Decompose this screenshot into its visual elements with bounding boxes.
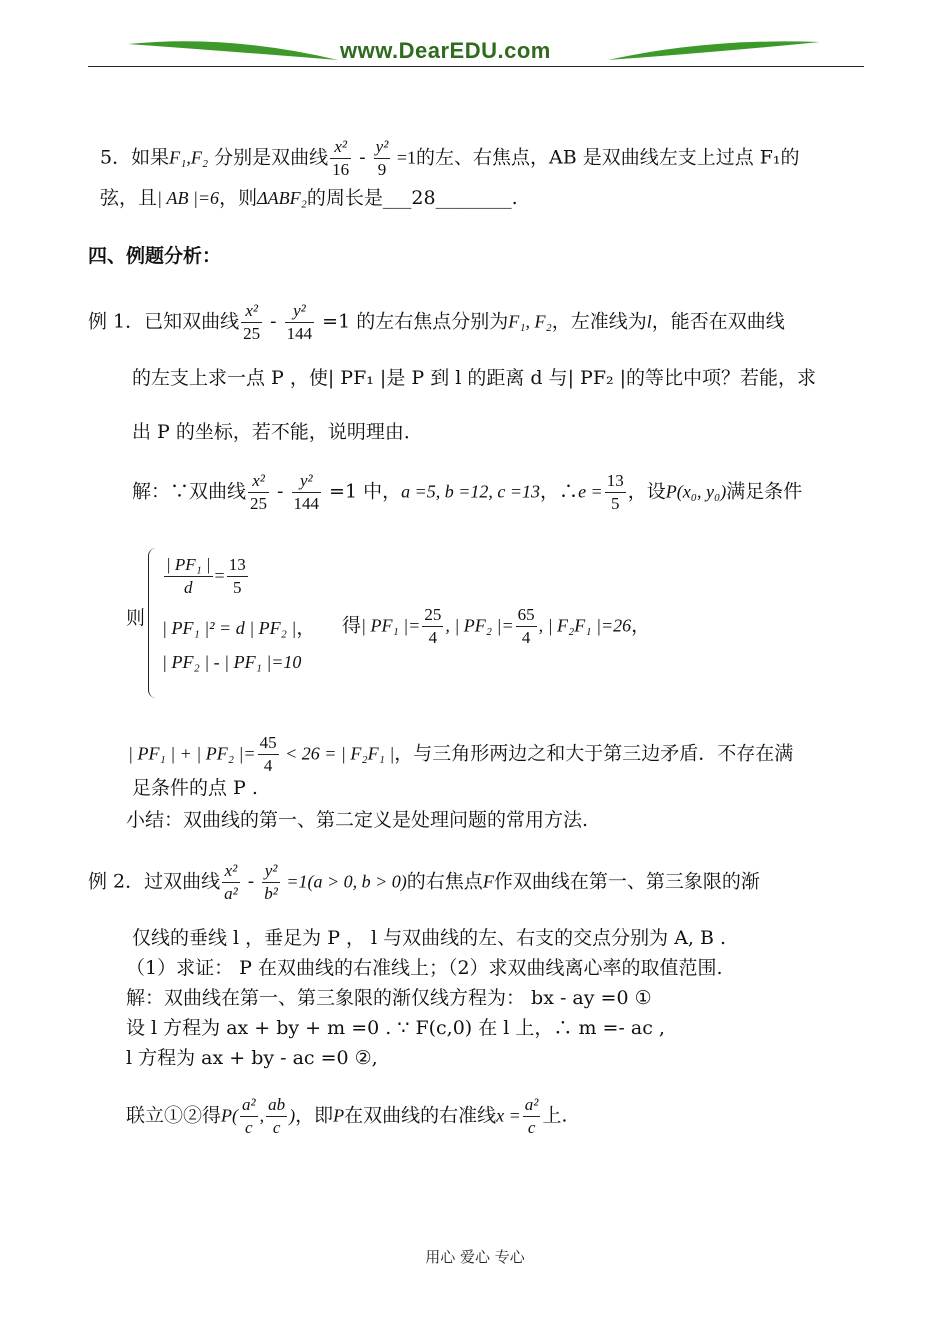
ex2-line7: 联立①②得P( $\frac{\text{a²}}{c}$ , $\frac{ab}{c}$ )，即P在双曲线的右准线x = $\frac{\text{a²}}{c}$ 上. [126,1095,568,1137]
ex2-line5: 设 l 方程为 ax + by + m =0 . ∵ F(c,0) 在 l 上，∴ m =- ac , [126,1017,665,1039]
ex1-summary: 小结：双曲线的第一、第二定义是处理问题的常用方法. [126,809,589,831]
ex1-conclusion-line1: | PF₁ | + | PF₂ |= $\frac{45}{4}$ < 26 = | F₂F₁ |，与三角形两边之和大于第三边矛盾．不存在满 [128,733,794,775]
q5-line1: 5．如果F₁,F₂ 分别是双曲线 $\frac{\text{x²}}{16}$ - $\frac{\text{y²}}{9}$ =1的左、右焦点，AB 是双曲线左支上过点 F₁的 [100,137,800,179]
q5-line2: 弦，且| AB |=6，则ΔABF₂的周长是___28________. [100,187,518,209]
system-eq3: | PF₂ | - | PF₁ |=10 [162,652,302,672]
ex2-line1: 例 2．过双曲线 $\frac{\text{x²}}{\text{a²}}$ - $\frac{\text{y²}}{\text{b²}}$ =1(a > 0, b > 0)的右焦点F作双曲线在第一、第三象限的渐 [88,861,760,903]
system-eq1: $\frac{\text{| PF₁ |}}{d}$ = $\frac{13}{5}$ [166,555,246,597]
ex2-line6: l 方程为 ax + by - ac =0 ②, [126,1047,378,1069]
ex2-line4: 解：双曲线在第一、第三象限的渐仅线方程为： bx - ay =0 ① [126,987,652,1009]
ex2-line2: 仅线的垂线 l ，垂足为 P ， l 与双曲线的左、右支的交点分别为 A, B . [132,927,727,949]
site-logo-text: www.DearEDU.com [340,38,551,63]
system-result: 得| PF₁ |= $\frac{25}{4}$ , | PF₂ |= $\frac{65}{4}$ , | F₂F₁ |=26， [342,605,651,647]
left-swoosh [128,41,338,60]
ex1-line3: 出 P 的坐标，若不能，说明理由． [132,421,423,443]
ex2-line3: （1）求证： P 在双曲线的右准线上；（2）求双曲线离心率的取值范围. [126,957,723,979]
ex1-line1: 例 1．已知双曲线 $\frac{\text{x²}}{25}$ - $\frac{\text{y²}}{144}$ =1 的左右焦点分别为F₁, F₂，左准线为l，能否在双曲线 [88,301,785,343]
system-eq2: | PF₁ |² = d | PF₂ |， [162,617,316,639]
ex1-solution-line1: 解：∵双曲线 $\frac{\text{x²}}{25}$ - $\frac{\text{y²}}{144}$ =1 中，a =5, b =12, c =13，∴e = $\frac{13}{5}$ ，设P(x₀, y₀)满足条件 [132,471,803,513]
system-brace [148,548,159,698]
right-swoosh [608,41,820,60]
ex1-then: 则 [126,607,146,629]
section-heading: 四、例题分析： [88,245,222,267]
page-footer: 用心 爱心 专心 [425,1248,525,1266]
ex1-line2: 的左支上求一点 P ，使| PF₁ |是 P 到 l 的距离 d 与| PF₂ |的等比中项？若能，求 [132,367,817,389]
header-divider [88,66,864,67]
ex1-conclusion-line2: 足条件的点 P . [132,777,258,799]
